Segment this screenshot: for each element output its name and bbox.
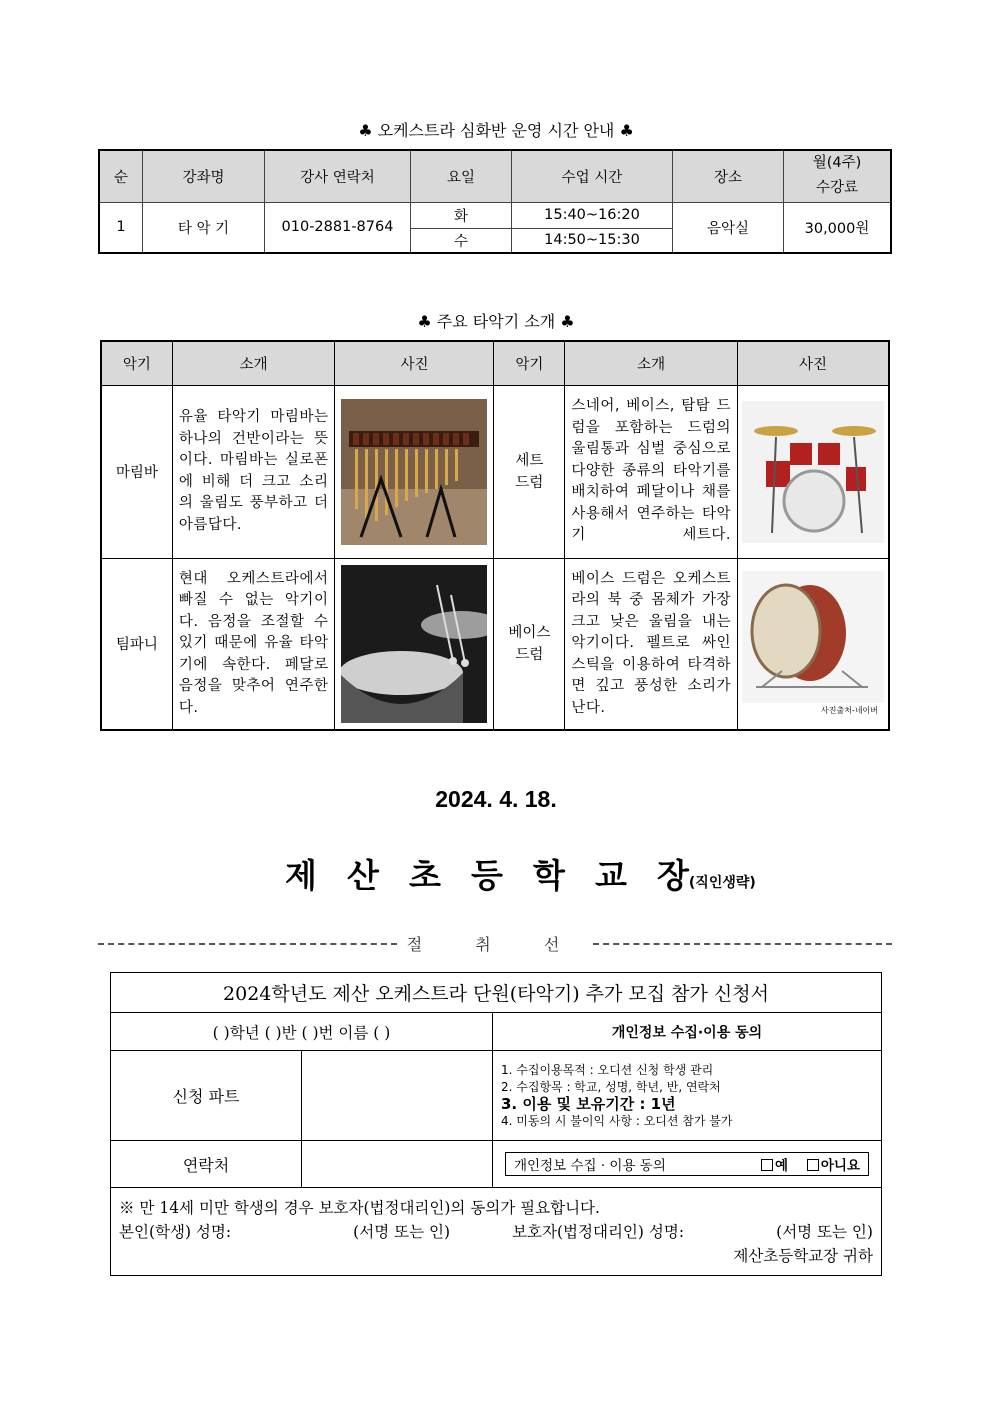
form-title: 2024학년도 제산 오케스트라 단원(타악기) 추가 모집 참가 신청서 — [111, 973, 882, 1013]
student-info-line[interactable]: ( )학년 ( )반 ( )번 이름 ( ) — [111, 1013, 493, 1051]
application-form — [110, 972, 882, 1276]
header-instrument-2: 악기 — [494, 341, 565, 385]
drumset-name-text: 세트 드럼 — [515, 452, 544, 491]
guardian-sign-mark[interactable]: (서명 또는 인) — [776, 1222, 873, 1241]
principal-char: 제 — [285, 856, 317, 895]
cut-line-label: 절 취 선 — [406, 935, 584, 954]
part-input[interactable] — [302, 1051, 493, 1141]
header-instrument: 악기 — [101, 341, 172, 385]
consent-details — [493, 1051, 882, 1141]
principal-char: 산 — [347, 856, 379, 895]
instrument-intro-drumset: 스네어, 베이스, 탐탐 드럼을 포함하는 드럼의 울림통과 심벌 중심으로 다양한 종류의 타악기를 배치하여 페달이나 채를 사용해서 연주하는 타악기 세트다. — [565, 385, 738, 558]
header-time: 수업 시간 — [512, 150, 673, 202]
schedule-title: ♣ 오케스트라 심화반 운영 시간 안내 ♣ — [358, 121, 634, 140]
instrument-intro-bassdrum: 베이스 드럼은 오케스트라의 북 중 몸체가 가장 크고 낮은 울림을 내는 악기이다. 펠트로 싸인 스틱을 이용하여 타격하면 깊고 풍성한 소리가 난다. — [565, 558, 738, 730]
dash-left — [98, 943, 397, 945]
contact-input[interactable] — [302, 1141, 493, 1188]
marimba-image — [341, 399, 487, 545]
cut-line — [98, 932, 892, 955]
principal-signature — [285, 850, 756, 897]
principal-char: 학 — [533, 856, 565, 895]
consent-options — [761, 1154, 860, 1174]
instruments-table — [100, 340, 890, 731]
signature-section — [111, 1188, 882, 1276]
consent-item: 1. 수집이용목적 : 오디션 신청 학생 관리 — [501, 1062, 714, 1077]
cell-no: 1 — [99, 202, 143, 253]
header-no: 순 — [99, 150, 143, 202]
marimba-photo — [335, 385, 494, 558]
cell-day1: 화 — [411, 202, 512, 228]
consent-no-checkbox[interactable] — [807, 1159, 819, 1171]
guardian-sign-label: 보호자(법정대리인) 성명: — [512, 1222, 685, 1241]
seal-note: (직인생략) — [688, 875, 756, 891]
cell-time2: 14:50~15:30 — [512, 228, 673, 253]
cell-fee: 30,000원 — [784, 202, 892, 253]
part-label: 신청 파트 — [111, 1051, 302, 1141]
consent-choice-cell — [493, 1141, 882, 1188]
header-phone: 강사 연락처 — [265, 150, 411, 202]
header-fee-line1: 월(4주) — [812, 155, 862, 172]
principal-char: 교 — [595, 856, 627, 895]
schedule-table — [98, 149, 892, 254]
consent-item: 4. 미동의 시 불이익 사항 : 오디션 참가 불가 — [501, 1113, 733, 1128]
header-photo-2: 사진 — [738, 341, 890, 385]
cell-phone: 010-2881-8764 — [265, 202, 411, 253]
cell-day2: 수 — [411, 228, 512, 253]
consent-item: 3. 이용 및 보유기간 : 1년 — [501, 1094, 676, 1113]
addressee: 제산초등학교장 귀하 — [733, 1246, 873, 1265]
header-day: 요일 — [411, 150, 512, 202]
cell-course: 타 악 기 — [143, 202, 265, 253]
instrument-name-timpani: 팀파니 — [101, 558, 172, 730]
bass-drum-image — [742, 571, 884, 703]
header-place: 장소 — [673, 150, 784, 202]
instrument-name-marimba: 마림바 — [101, 385, 172, 558]
contact-label: 연락처 — [111, 1141, 302, 1188]
header-fee-line2: 수강료 — [815, 180, 859, 197]
instrument-intro-timpani: 현대 오케스트라에서 빠질 수 없는 악기이다. 음정을 조절할 수 있기 때문에 유율 타악기에 속한다. 페달로 음정을 맞추어 연주한다. — [172, 558, 335, 730]
instrument-intro-marimba: 유율 타악기 마림바는 하나의 건반이라는 뜻이다. 마림바는 실로폰에 비해 더 크고 소리의 울림도 풍부하고 더 아름답다. — [172, 385, 335, 558]
consent-question: 개인정보 수집 · 이용 동의 — [514, 1158, 666, 1174]
student-sign-mark[interactable]: (서명 또는 인) — [353, 1222, 450, 1241]
drum-set-image — [742, 401, 884, 543]
header-course: 강좌명 — [143, 150, 265, 202]
student-sign-label: 본인(학생) 성명: — [119, 1222, 232, 1241]
cell-place: 음악실 — [673, 202, 784, 253]
principal-char: 장 — [657, 856, 689, 895]
bassdrum-name-text: 베이스 드럼 — [508, 624, 551, 663]
photo-caption: 사진출처-네이버 — [821, 706, 878, 716]
instrument-name-bassdrum — [494, 558, 565, 730]
consent-item: 2. 수집항목 : 학교, 성명, 학년, 반, 연락처 — [501, 1079, 721, 1094]
consent-yes-label: 예 — [775, 1158, 789, 1174]
instrument-name-drumset — [494, 385, 565, 558]
drum-set-photo — [738, 385, 890, 558]
header-photo: 사진 — [335, 341, 494, 385]
consent-no-label: 아니요 — [820, 1158, 860, 1174]
header-fee — [784, 150, 892, 202]
consent-choice-box — [505, 1152, 869, 1176]
instruments-title: ♣ 주요 타악기 소개 ♣ — [417, 312, 575, 331]
timpani-photo — [335, 558, 494, 730]
consent-yes-checkbox[interactable] — [761, 1159, 773, 1171]
bass-drum-photo — [738, 558, 890, 730]
principal-char: 초 — [409, 856, 441, 895]
dash-right — [593, 943, 892, 945]
header-intro-2: 소개 — [565, 341, 738, 385]
header-intro: 소개 — [172, 341, 335, 385]
cell-time1: 15:40~16:20 — [512, 202, 673, 228]
document-date: 2024. 4. 18. — [435, 786, 557, 812]
consent-header: 개인정보 수집·이용 동의 — [493, 1013, 882, 1051]
timpani-image — [341, 565, 487, 723]
principal-char: 등 — [471, 856, 503, 895]
signature-line — [119, 1220, 873, 1244]
guardian-notice: ※ 만 14세 미만 학생의 경우 보호자(법정대리인)의 동의가 필요합니다. — [119, 1198, 600, 1217]
